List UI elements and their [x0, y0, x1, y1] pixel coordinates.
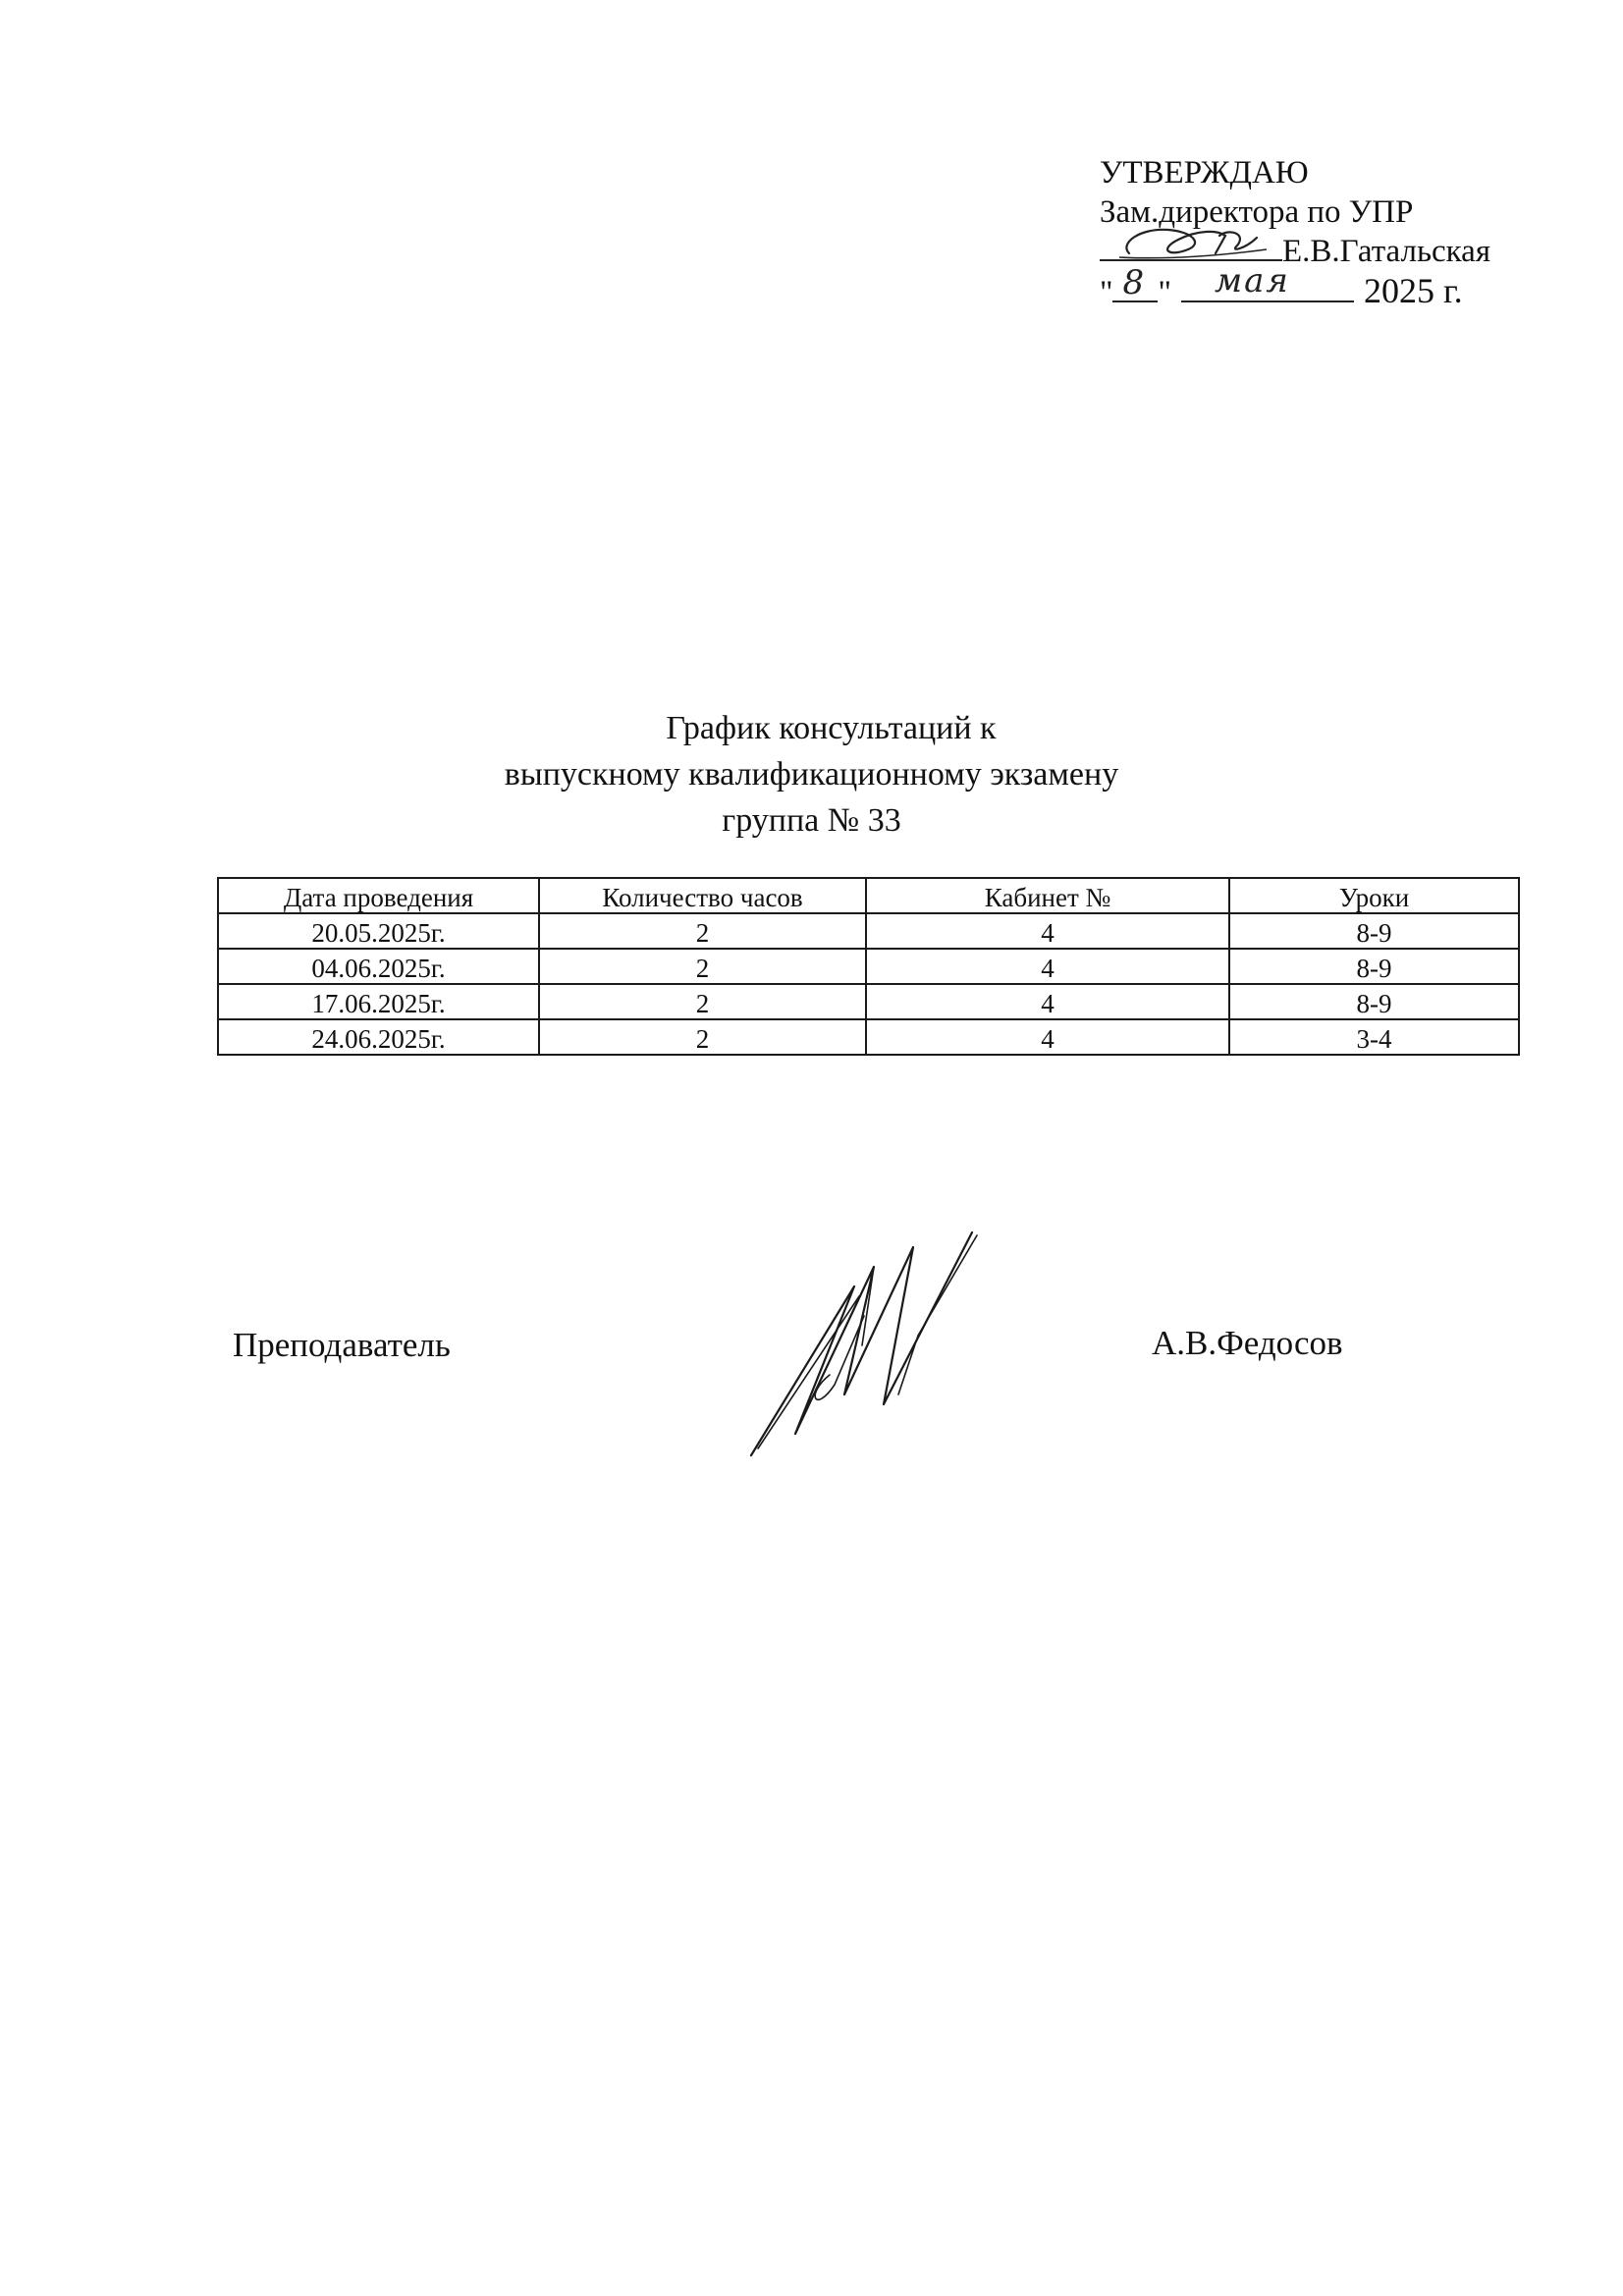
cell-room: 4: [866, 913, 1229, 949]
approval-heading: УТВЕРЖДАЮ: [1100, 155, 1309, 191]
title-line-3: группа № 33: [722, 802, 901, 839]
approval-signer-name: Е.В.Гатальская: [1282, 234, 1491, 269]
title-line-1: График консультаций к: [666, 710, 997, 746]
teacher-signature-icon: [736, 1228, 1021, 1463]
cell-date: 04.06.2025г.: [218, 949, 539, 984]
quote-open: ": [1100, 275, 1113, 310]
cell-date: 17.06.2025г.: [218, 984, 539, 1019]
quote-close: ": [1158, 275, 1171, 310]
header-date: Дата проведения: [218, 878, 539, 913]
cell-date: 24.06.2025г.: [218, 1019, 539, 1055]
cell-lessons: 8-9: [1229, 984, 1519, 1019]
cell-room: 4: [866, 949, 1229, 984]
cell-lessons: 8-9: [1229, 913, 1519, 949]
table-header-row: [218, 878, 1519, 913]
cell-date: 20.05.2025г.: [218, 913, 539, 949]
cell-room: 4: [866, 1019, 1229, 1055]
cell-hours: 2: [539, 1019, 866, 1055]
title-line-2: выпускному квалификационному экзамену: [504, 756, 1119, 793]
approval-position: Зам.директора по УПР: [1100, 194, 1414, 230]
table-row: [218, 949, 1519, 984]
teacher-role: Преподаватель: [233, 1326, 451, 1364]
header-hours: Количество часов: [539, 878, 866, 913]
approval-block: [1100, 153, 1532, 314]
cell-hours: 2: [539, 984, 866, 1019]
cell-hours: 2: [539, 913, 866, 949]
day-blank: [1112, 263, 1158, 302]
cell-lessons: 3-4: [1229, 1019, 1519, 1055]
month-blank: [1181, 261, 1354, 302]
cell-room: 4: [866, 984, 1229, 1019]
cell-lessons: 8-9: [1229, 949, 1519, 984]
teacher-name: А.В.Федосов: [1152, 1324, 1343, 1362]
approval-day: 8: [1122, 263, 1145, 302]
document-title: [0, 705, 1623, 844]
approval-signature-blank: [1100, 232, 1282, 261]
header-room: Кабинет №: [866, 878, 1229, 913]
cell-hours: 2: [539, 949, 866, 984]
approval-month: мая: [1214, 261, 1290, 301]
consultation-schedule-table: [217, 877, 1520, 1056]
approval-date: [1100, 261, 1532, 314]
approval-signature-line: [1100, 232, 1532, 271]
table-row: [218, 1019, 1519, 1055]
table-row: [218, 913, 1519, 949]
header-lessons: Уроки: [1229, 878, 1519, 913]
approval-year: 2025 г.: [1363, 271, 1463, 310]
table-row: [218, 984, 1519, 1019]
